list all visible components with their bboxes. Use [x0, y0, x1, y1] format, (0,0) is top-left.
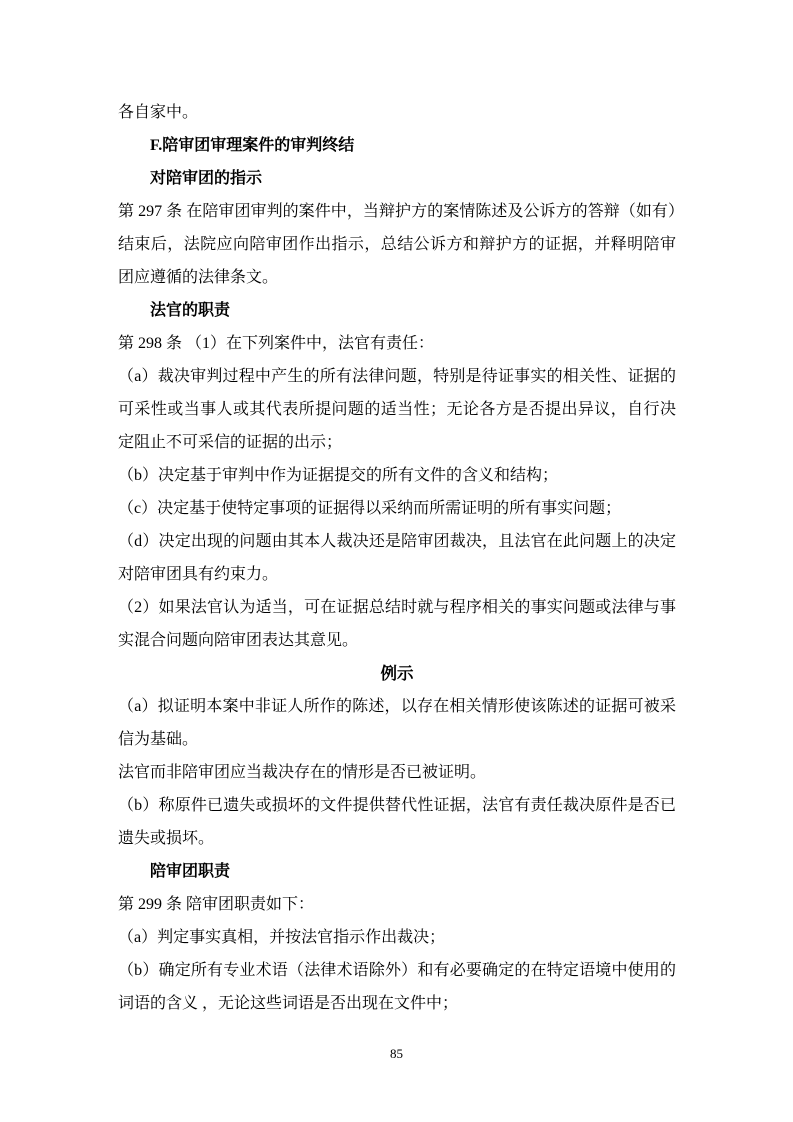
subsection-heading-jury-instructions: 对陪审团的指示 — [150, 170, 263, 187]
illustrations-heading: 例示 — [380, 664, 414, 683]
illustration-item-b: （b）称原件已遗失或损坏的文件提供替代性证据，法官有责任裁决原件是否已遗失或损坏。 — [118, 797, 676, 847]
article-298-item-a: （a）裁决审判过程中产生的所有法律问题，特别是待证事实的相关性、证据的可采性或当事人或其代表所提问题的适当性；无论各方是否提出异议，自行决定阻止不可采信的证据的出示； — [118, 368, 676, 451]
article-298-item-d: （d）决定出现的问题由其本人裁决还是陪审团裁决，且法官在此问题上的决定对陪审团具有约束力。 — [118, 533, 676, 583]
article-299-intro: 第 299 条 陪审团职责如下： — [118, 896, 315, 913]
article-298-item-b: （b）决定基于审判中作为证据提交的所有文件的含义和结构； — [118, 467, 559, 484]
article-298-clause-2: （2）如果法官认为适当，可在证据总结时就与程序相关的事实问题或法律与事实混合问题向陪审团表达其意见。 — [118, 599, 676, 649]
section-heading-f: F.陪审团审理案件的审判终结 — [150, 137, 355, 154]
illustration-item-a: （a）拟证明本案中非证人所作的陈述，以存在相关情形使该陈述的证据可被采信为基础。 — [118, 698, 676, 748]
article-297-paragraph: 第 297 条 在陪审团审判的案件中，当辩护方的案情陈述及公诉方的答辩（如有）结束后，法院应向陪审团作出指示，总结公诉方和辩护方的证据，并释明陪审团应遵循的法律条文。 — [118, 203, 676, 286]
subsection-heading-judge-duties: 法官的职责 — [150, 302, 231, 319]
page-number: 85 — [390, 1046, 403, 1061]
article-298-item-c: （c）决定基于使特定事项的证据得以采纳而所需证明的所有事实问题； — [118, 500, 622, 517]
illustration-item-a-note: 法官而非陪审团应当裁决存在的情形是否已被证明。 — [118, 764, 487, 781]
document-body — [118, 96, 676, 1020]
article-299-item-b: （b）确定所有专业术语（法律术语除外）和有必要确定的在特定语境中使用的词语的含义 ，无论这些词语是否出现在文件中； — [118, 962, 676, 1012]
paragraph-continuation: 各自家中。 — [118, 104, 199, 121]
article-298-intro: 第 298 条 （1）在下列案件中，法官有责任： — [118, 335, 435, 352]
article-299-item-a: （a）判定事实真相，并按法官指示作出裁决； — [118, 929, 446, 946]
subsection-heading-jury-duties: 陪审团职责 — [150, 863, 231, 880]
